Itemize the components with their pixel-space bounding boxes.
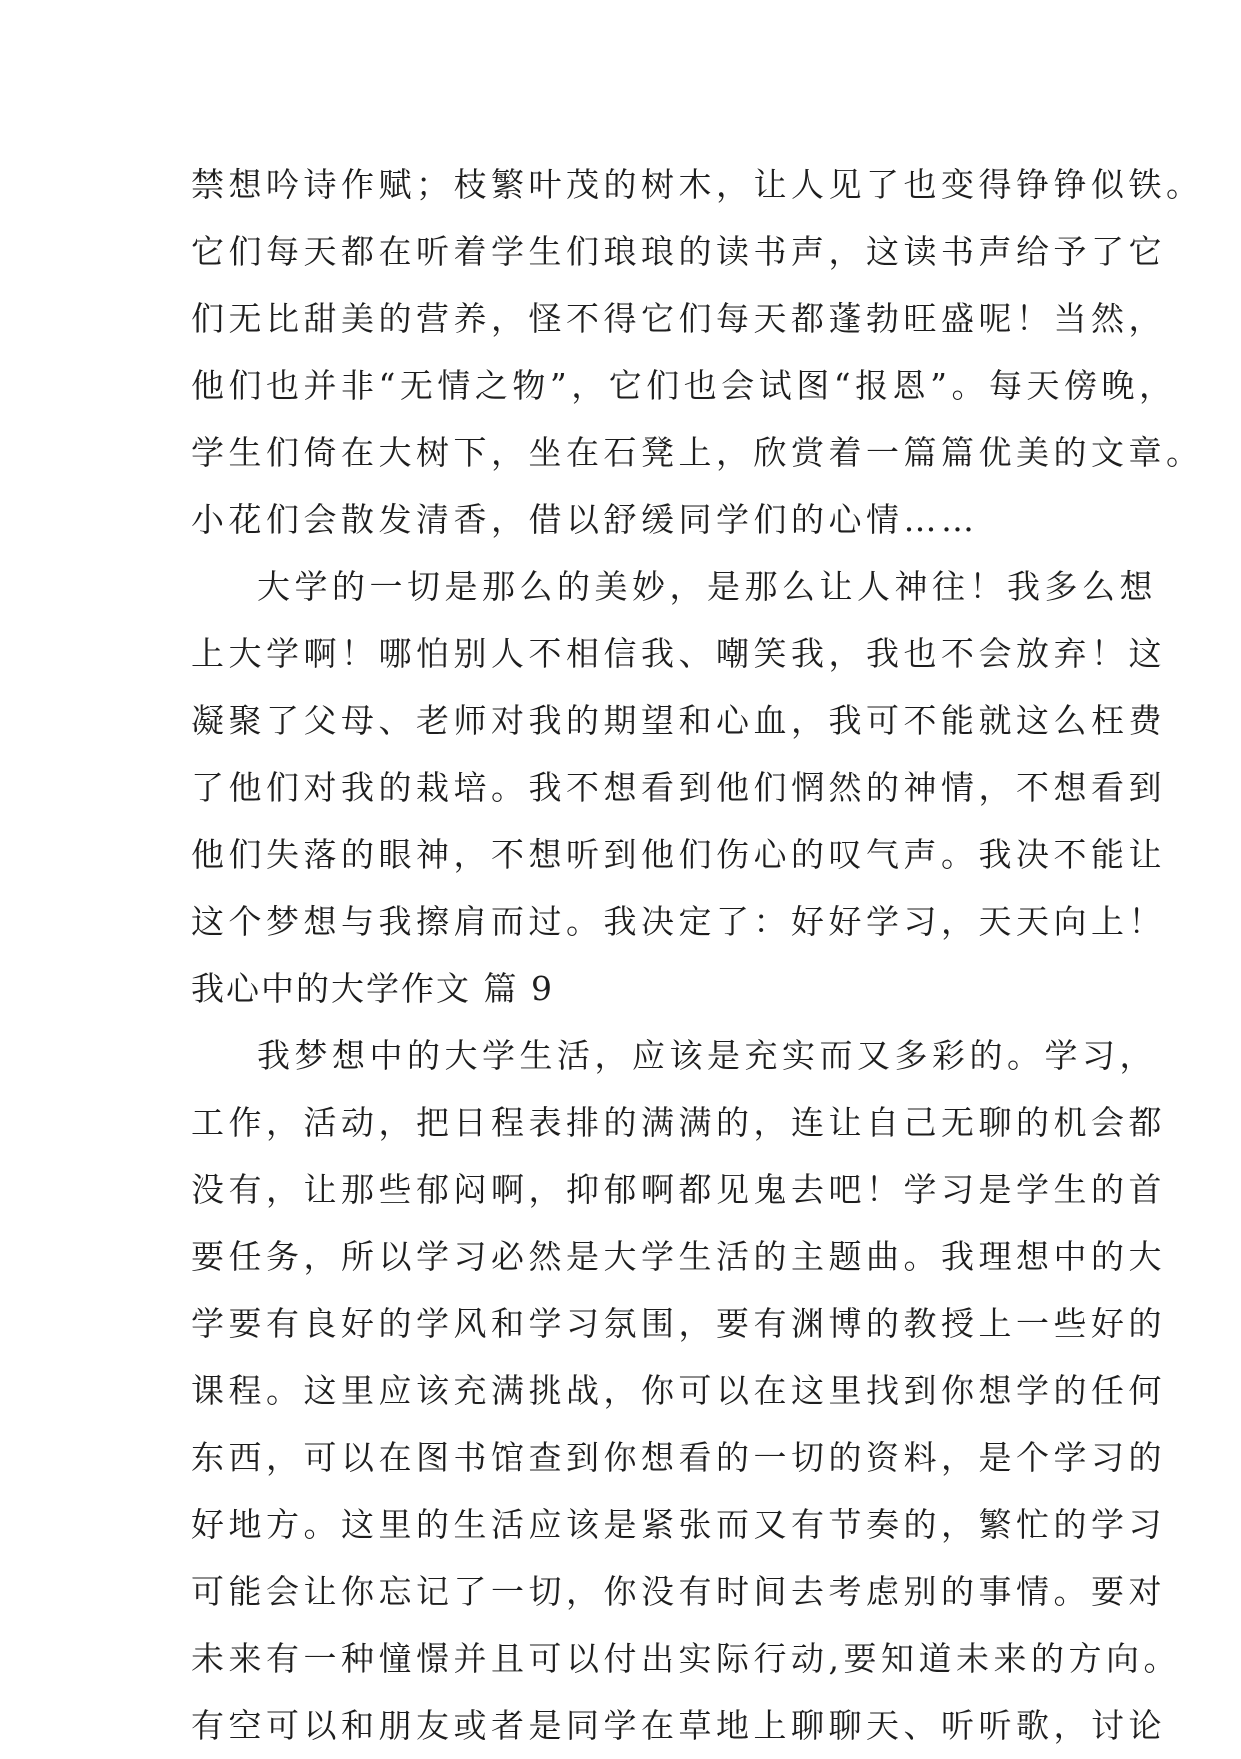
paragraph-line: 他们也并非“无情之物”，它们也会试图“报恩”。每天傍晚， bbox=[191, 366, 1177, 405]
paragraph-line: 要任务，所以学习必然是大学生活的主题曲。我理想中的大 bbox=[191, 1237, 1166, 1276]
paragraph-line: 大学的一切是那么的美妙，是那么让人神往！我多么想 bbox=[257, 567, 1157, 606]
paragraph-line: 了他们对我的栽培。我不想看到他们惘然的神情，不想看到 bbox=[191, 768, 1166, 807]
document-body bbox=[191, 151, 1204, 1759]
paragraph-line: 它们每天都在听着学生们琅琅的读书声，这读书声给予了它 bbox=[191, 232, 1166, 271]
paragraph-line: 东西，可以在图书馆查到你想看的一切的资料，是个学习的 bbox=[191, 1438, 1166, 1477]
paragraph-line: 这个梦想与我擦肩而过。我决定了：好好学习，天天向上！ bbox=[191, 902, 1166, 941]
paragraph-line: 学生们倚在大树下，坐在石凳上，欣赏着一篇篇优美的文章。 bbox=[191, 433, 1204, 472]
paragraph-line: 我梦想中的大学生活，应该是充实而又多彩的。学习， bbox=[257, 1036, 1157, 1075]
section-heading: 我心中的大学作文 篇 9 bbox=[191, 969, 554, 1008]
paragraph-line: 们无比甜美的营养，怪不得它们每天都蓬勃旺盛呢！当然， bbox=[191, 299, 1166, 338]
paragraph-line: 凝聚了父母、老师对我的期望和心血，我可不能就这么枉费 bbox=[191, 701, 1166, 740]
paragraph-line: 学要有良好的学风和学习氛围，要有渊博的教授上一些好的 bbox=[191, 1304, 1166, 1343]
paragraph-line: 有空可以和朋友或者是同学在草地上聊聊天、听听歌，讨论 bbox=[191, 1706, 1166, 1745]
paragraph-line: 他们失落的眼神，不想听到他们伤心的叹气声。我决不能让 bbox=[191, 835, 1166, 874]
paragraph-line: 未来有一种憧憬并且可以付出实际行动,要知道未来的方向。 bbox=[191, 1639, 1181, 1678]
paragraph-line: 好地方。这里的生活应该是紧张而又有节奏的，繁忙的学习 bbox=[191, 1505, 1166, 1544]
paragraph-line: 没有，让那些郁闷啊，抑郁啊都见鬼去吧！学习是学生的首 bbox=[191, 1170, 1166, 1209]
paragraph-line: 小花们会散发清香，借以舒缓同学们的心情…… bbox=[191, 500, 979, 539]
paragraph-line: 禁想吟诗作赋；枝繁叶茂的树木，让人见了也变得铮铮似铁。 bbox=[191, 165, 1204, 204]
paragraph-line: 可能会让你忘记了一切，你没有时间去考虑别的事情。要对 bbox=[191, 1572, 1166, 1611]
paragraph-line: 上大学啊！哪怕别人不相信我、嘲笑我，我也不会放弃！这 bbox=[191, 634, 1166, 673]
paragraph-line: 工作，活动，把日程表排的满满的，连让自己无聊的机会都 bbox=[191, 1103, 1166, 1142]
paragraph-line: 课程。这里应该充满挑战，你可以在这里找到你想学的任何 bbox=[191, 1371, 1166, 1410]
